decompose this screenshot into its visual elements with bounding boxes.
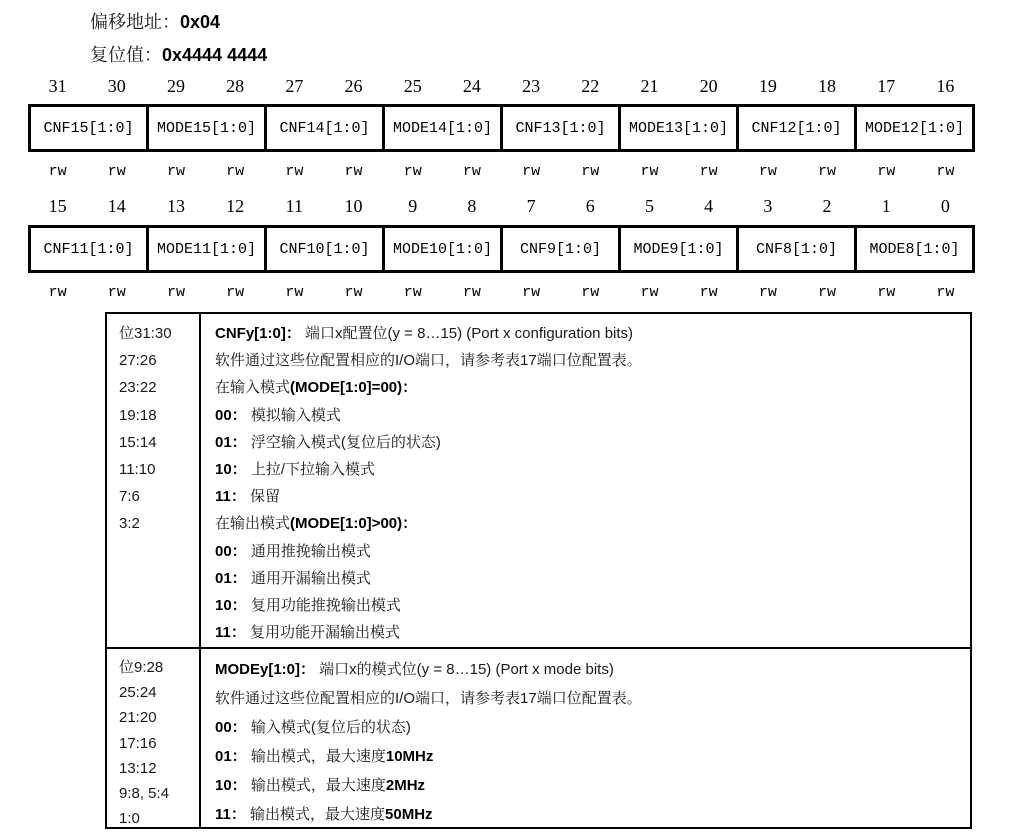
description-line [215, 402, 970, 429]
text-segment: 模拟输入模式 [246, 406, 341, 424]
bit-range-line: 13:12 [119, 759, 157, 777]
bit-number: 5 [644, 196, 654, 216]
bit-number: 17 [877, 76, 896, 96]
description-line [215, 800, 970, 829]
bold-text-segment: 10： [215, 777, 247, 794]
text-segment: 浮空输入模式(复位后的状态) [246, 433, 441, 451]
bold-text-segment: (MODE[1:0]=00)： [290, 379, 418, 397]
bold-text-segment: 50MHz [385, 806, 433, 823]
bit-number: 26 [344, 76, 363, 96]
description-line [215, 510, 970, 537]
bit-number: 22 [581, 76, 600, 96]
bit-number: 21 [640, 76, 659, 96]
bit-field-cell: CNF11[1:0] [28, 225, 149, 273]
access-type-label: rw [640, 163, 659, 180]
bit-number: 24 [462, 76, 481, 96]
bold-text-segment: 01： [215, 433, 247, 451]
description-line [215, 771, 970, 800]
bit-numbers-row-high [28, 76, 975, 97]
access-type-label: rw [877, 284, 896, 301]
offset-address-line [90, 8, 220, 34]
bit-number: 2 [822, 196, 832, 216]
access-type-label: rw [285, 284, 304, 301]
bit-number: 25 [403, 76, 422, 96]
bit-number: 29 [166, 76, 185, 96]
bit-field-cell: MODE12[1:0] [854, 104, 975, 152]
bit-number: 10 [344, 196, 363, 216]
bit-range-line: 9:8, 5:4 [119, 785, 170, 803]
bit-numbers-row-low [28, 196, 975, 217]
bit-range-cell [107, 314, 201, 647]
bit-number: 0 [940, 196, 950, 216]
description-row [107, 314, 970, 647]
text-segment: 上拉/下拉输入模式 [246, 461, 376, 479]
bit-number: 27 [285, 76, 304, 96]
bit-fields-row-high [28, 104, 975, 152]
bit-number: 3 [763, 196, 773, 216]
description-line [215, 713, 970, 742]
bit-field-cell: CNF14[1:0] [264, 104, 385, 152]
access-type-label: rw [166, 284, 185, 301]
description-table [105, 312, 972, 829]
access-type-label: rw [166, 163, 185, 180]
text-segment: 输出模式，最大速度 [246, 777, 386, 794]
access-type-label: rw [581, 284, 600, 301]
bit-range-cell [107, 649, 201, 827]
access-type-label: rw [758, 284, 777, 301]
description-line [215, 320, 970, 347]
access-type-label: rw [877, 163, 896, 180]
access-type-label: rw [818, 284, 837, 301]
bold-text-segment: (MODE[1:0]>00)： [290, 515, 418, 533]
bold-text-segment: 01： [215, 569, 247, 587]
access-type-label: rw [107, 284, 126, 301]
description-cell [201, 314, 970, 647]
access-type-label: rw [344, 284, 363, 301]
bit-field-cell: CNF8[1:0] [736, 225, 857, 273]
access-type-label: rw [344, 163, 363, 180]
description-line [215, 742, 970, 771]
access-type-label: rw [699, 284, 718, 301]
access-type-label: rw [640, 284, 659, 301]
access-type-label: rw [818, 163, 837, 180]
bit-range-line: 3:2 [119, 515, 140, 533]
description-line [215, 347, 970, 374]
bold-text-segment: 11： [215, 488, 246, 506]
bit-field-cell: MODE11[1:0] [146, 225, 267, 273]
description-line [215, 538, 970, 565]
reset-value-line [90, 41, 267, 67]
description-line [215, 619, 970, 646]
access-type-label: rw [285, 163, 304, 180]
description-line [215, 684, 970, 713]
bit-range-line: 位9:28 [119, 659, 164, 676]
bold-text-segment: 00： [215, 542, 247, 560]
text-segment: 输出模式，最大速度 [246, 748, 386, 765]
access-row-high [28, 163, 975, 180]
bit-field-cell: MODE8[1:0] [854, 225, 975, 273]
bit-range-line: 21:20 [119, 709, 157, 727]
bit-range-line: 位31:30 [119, 325, 172, 342]
bold-text-segment: 10MHz [385, 748, 434, 765]
text-segment: 保留 [245, 488, 281, 506]
access-type-label: rw [107, 163, 126, 180]
bit-range-line: 15:14 [119, 433, 157, 451]
bold-text-segment: 2MHz [385, 777, 426, 794]
bold-text-segment: 00： [215, 406, 247, 424]
bit-number: 18 [818, 76, 837, 96]
access-type-label: rw [936, 163, 955, 180]
text-segment: 输出模式，最大速度 [245, 806, 386, 823]
access-type-label: rw [226, 163, 245, 180]
bit-range-line: 7:6 [119, 488, 140, 506]
bit-number: 6 [585, 196, 595, 216]
bit-range-line: 11:10 [119, 461, 156, 479]
text-segment: 复用功能开漏输出模式 [245, 624, 401, 642]
bold-text-segment: 11： [215, 624, 246, 642]
bit-number: 14 [107, 196, 126, 216]
bold-text-segment: 00： [215, 719, 247, 736]
bit-field-cell: CNF15[1:0] [28, 104, 149, 152]
access-row-low [28, 284, 975, 301]
bit-field-cell: CNF13[1:0] [500, 104, 621, 152]
text-segment: 输入模式(复位后的状态) [246, 719, 411, 736]
text-segment: 端口x配置位(y = 8…15) (Port x configuration bits) [300, 325, 634, 342]
bit-number: 30 [107, 76, 126, 96]
offset-address-label: 偏移地址： [90, 12, 180, 32]
offset-address-value: 0x04 [180, 12, 221, 32]
bit-field-cell: CNF12[1:0] [736, 104, 857, 152]
text-segment: 软件通过这些位配置相应的I/O端口，请参考表17端口位配置表。 [215, 352, 642, 370]
bit-range-line: 23:22 [119, 379, 157, 397]
description-line [215, 655, 970, 684]
access-type-label: rw [522, 163, 541, 180]
bit-number: 16 [936, 76, 955, 96]
text-segment: 通用推挽输出模式 [246, 542, 371, 560]
text-segment: 在输出模式 [215, 515, 291, 533]
access-type-label: rw [403, 163, 422, 180]
bold-text-segment: 01： [215, 748, 247, 765]
access-type-label: rw [48, 163, 67, 180]
bit-number: 28 [226, 76, 245, 96]
bit-number: 15 [48, 196, 67, 216]
text-segment: 端口x的模式位(y = 8…15) (Port x mode bits) [315, 661, 614, 678]
description-line [215, 592, 970, 619]
description-line [215, 565, 970, 592]
bit-range-line: 17:16 [119, 734, 157, 752]
bit-number: 20 [699, 76, 718, 96]
bold-text-segment: CNFy[1:0]： [215, 325, 301, 342]
bold-text-segment: 10： [215, 461, 247, 479]
text-segment: 通用开漏输出模式 [246, 569, 371, 587]
access-type-label: rw [581, 163, 600, 180]
access-type-label: rw [522, 284, 541, 301]
bit-field-cell: CNF10[1:0] [264, 225, 385, 273]
bit-number: 8 [467, 196, 477, 216]
reset-value-value: 0x4444 4444 [162, 45, 268, 65]
bit-number: 11 [285, 196, 304, 216]
bit-range-line: 25:24 [119, 684, 157, 702]
access-type-label: rw [462, 284, 481, 301]
bit-fields-row-low [28, 225, 975, 273]
bit-number: 9 [408, 196, 418, 216]
bold-text-segment: 10： [215, 597, 247, 615]
bit-number: 13 [166, 196, 185, 216]
bit-field-cell: MODE9[1:0] [618, 225, 739, 273]
description-line [215, 456, 970, 483]
reset-value-label: 复位值： [90, 45, 162, 65]
bold-text-segment: MODEy[1:0]： [215, 661, 316, 678]
access-type-label: rw [936, 284, 955, 301]
text-segment: 软件通过这些位配置相应的I/O端口，请参考表17端口位配置表。 [215, 690, 642, 707]
bit-number: 23 [522, 76, 541, 96]
bit-number: 31 [48, 76, 67, 96]
bit-range-line: 27:26 [119, 352, 157, 370]
description-cell [201, 649, 970, 827]
bit-field-cell: MODE14[1:0] [382, 104, 503, 152]
access-type-label: rw [758, 163, 777, 180]
bit-field-cell: MODE15[1:0] [146, 104, 267, 152]
access-type-label: rw [403, 284, 422, 301]
text-segment: 在输入模式 [215, 379, 291, 397]
bold-text-segment: 11： [215, 806, 246, 823]
description-line [215, 429, 970, 456]
access-type-label: rw [699, 163, 718, 180]
description-row [107, 647, 970, 827]
text-segment: 复用功能推挽输出模式 [246, 597, 401, 615]
bit-field-cell: CNF9[1:0] [500, 225, 621, 273]
bit-range-line: 1:0 [119, 810, 140, 828]
bit-number: 19 [758, 76, 777, 96]
description-line [215, 483, 970, 510]
access-type-label: rw [226, 284, 245, 301]
bit-number: 4 [704, 196, 714, 216]
description-line [215, 374, 970, 401]
bit-field-cell: MODE13[1:0] [618, 104, 739, 152]
access-type-label: rw [462, 163, 481, 180]
bit-number: 1 [881, 196, 891, 216]
bit-range-line: 19:18 [119, 406, 157, 424]
bit-field-cell: MODE10[1:0] [382, 225, 503, 273]
access-type-label: rw [48, 284, 67, 301]
bit-number: 7 [526, 196, 536, 216]
bit-number: 12 [226, 196, 245, 216]
